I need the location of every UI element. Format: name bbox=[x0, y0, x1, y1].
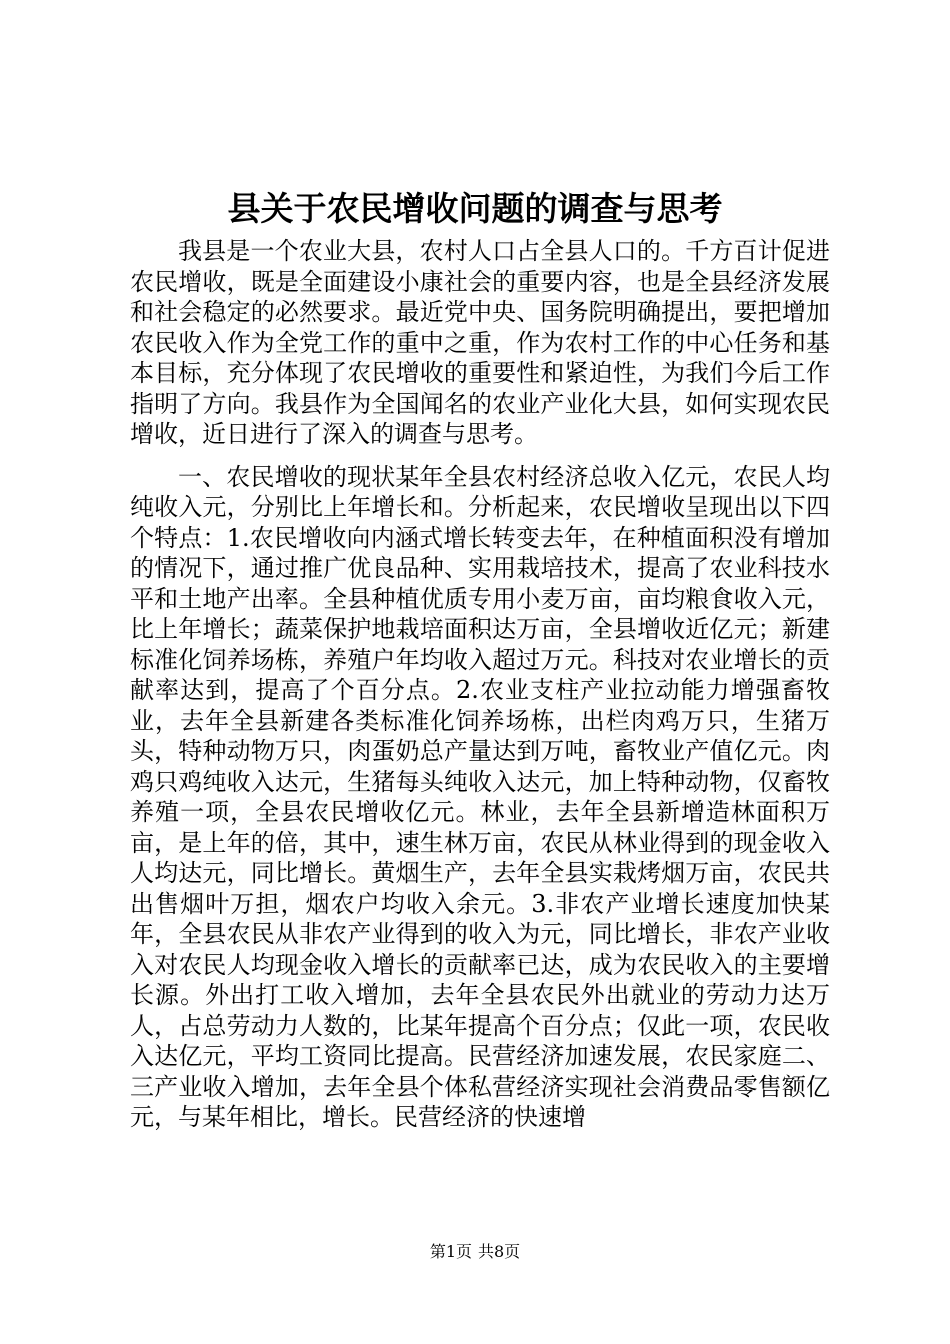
page-number: 第1页 bbox=[429, 1242, 472, 1261]
document-body bbox=[130, 236, 830, 1145]
page-footer bbox=[0, 1242, 950, 1262]
paragraph-status: 一、农民增收的现状某年全县农村经济总收入亿元，农民人均纯收入元，分别比上年增长和。分析起来，农民增收呈现出以下四个特点：1.农民增收向内涵式增长转变去年，在种植面积没有增加的情况下，通过推广优良品种、实用栽培技术，提高了农业科技水平和土地产出率。全县种植优质专用小麦万亩，亩均粮食收入元，比上年增长；蔬菜保护地栽培面积达万亩，全县增收近亿元；新建标准化饲养场栋，养殖户年均收入超过万元。科技对农业增长的贡献率达到，提高了个百分点。2.农业支柱产业拉动能力增强畜牧业，去年全县新建各类标准化饲养场栋，出栏肉鸡万只，生猪万头，特种动物万只，肉蛋奶总产量达到万吨，畜牧业产值亿元。肉鸡只鸡纯收入达元，生猪每头纯收入达元，加上特种动物，仅畜牧养殖一项，全县农民增收亿元。林业，去年全县新增造林面积万亩，是上年的倍，其中，速生林万亩，农民从林业得到的现金收入人均达元，同比增长。黄烟生产，去年全县实栽烤烟万亩，农民共出售烟叶万担，烟农户均收入余元。3.非农产业增长速度加快某年，全县农民从非农产业得到的收入为元，同比增长，非农产业收入对农民人均现金收入增长的贡献率已达，成为农民收入的主要增长源。外出打工收入增加，去年全县农民外出就业的劳动力达万人，占总劳动力人数的，比某年提高个百分点；仅此一项，农民收入达亿元，平均工资同比提高。民营经济加速发展，农民家庭二、三产业收入增加，去年全县个体私营经济实现社会消费品零售额亿元，与某年相比，增长。民营经济的快速增 bbox=[130, 462, 830, 1131]
page-total: 共8页 bbox=[478, 1242, 521, 1261]
paragraph-intro: 我县是一个农业大县，农村人口占全县人口的。千方百计促进农民增收，既是全面建设小康社会的重要内容，也是全县经济发展和社会稳定的必然要求。最近党中央、国务院明确提出，要把增加农民收入作为全党工作的重中之重，作为农村工作的中心任务和基本目标，充分体现了农民增收的重要性和紧迫性，为我们今后工作指明了方向。我县作为全国闻名的农业产业化大县，如何实现农民增收，近日进行了深入的调查与思考。 bbox=[130, 237, 830, 448]
document-title: 县关于农民增收问题的调查与思考 bbox=[227, 189, 723, 228]
